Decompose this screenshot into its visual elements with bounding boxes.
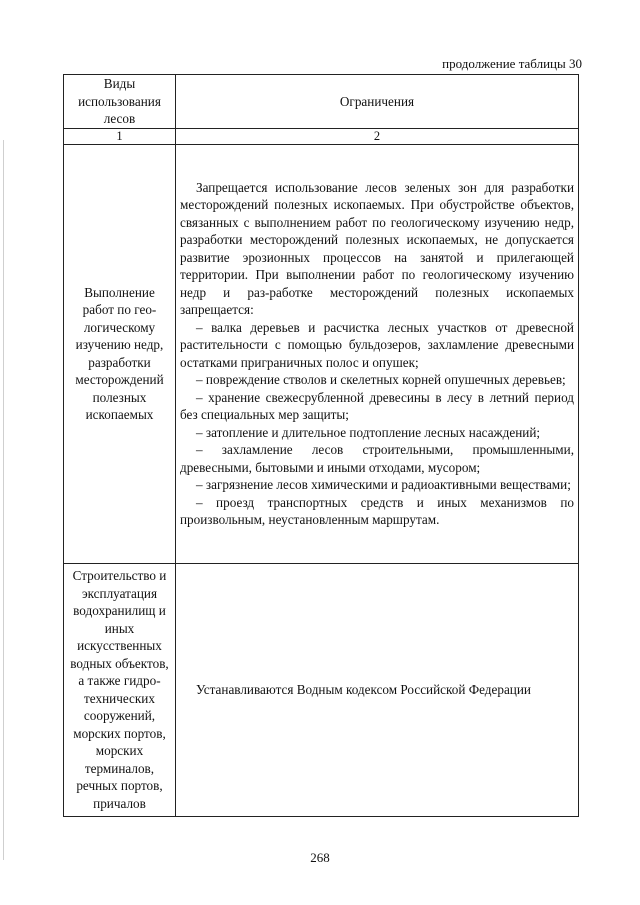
table-continuation-label: продолжение таблицы 30 <box>442 56 582 71</box>
restriction-item: – валка деревьев и расчистка лесных участков от древесной растительности с помощью бульдозеров, захламление древесными остатками приграничных полос и опушек; <box>180 319 574 370</box>
forest-use-cell <box>64 563 176 816</box>
forest-use-text: Выполнение работ по гео-логическому изучению недр, разработки месторождений полезных ископаемых <box>75 284 164 422</box>
restrictions-table <box>63 74 579 817</box>
restrictions-cell <box>176 144 579 563</box>
restriction-item: – хранение свежесрубленной древесины в лесу в летний период без специальных мер защиты; <box>180 389 574 422</box>
restriction-intro: Запрещается использование лесов зеленых зон для разработки месторождений полезных ископаемых. При обустройстве объектов, связанных с выполнением работ по геологическому изучению недр, разработки месторождений полезных ископаемых, не допускается развитие эрозионных процессов на занятой и прилегающей территории. При выполнении работ по геологическому изучению недр и раз-работке месторождений полезных ископаемых запрещается: <box>180 179 574 317</box>
table-row <box>64 144 579 563</box>
table-row <box>64 563 579 816</box>
page-number: 268 <box>310 850 330 865</box>
forest-use-cell <box>64 144 176 563</box>
header-restrictions: Ограничения <box>176 75 579 129</box>
restriction-item: – повреждение стволов и скелетных корней опушечных деревьев; <box>196 372 566 387</box>
column-number-1: 1 <box>64 128 176 144</box>
restrictions-cell <box>176 563 579 816</box>
table-header-row <box>64 75 579 129</box>
restriction-text: Устанавливаются Водным кодексом Российской Федерации <box>196 681 531 697</box>
restriction-item: – затопление и длительное подтопление лесных насаждений; <box>196 424 541 440</box>
table-column-numbers-row <box>64 128 579 144</box>
forest-use-text: Строительство и эксплуатация водохранилищ и иных искусственных водных объектов, а также гидро-технических сооружений, морских портов, морских терминалов, речных портов, причалов <box>70 568 169 811</box>
scan-edge-line <box>3 140 4 860</box>
restriction-item: – загрязнение лесов химическими и радиоактивными веществами; <box>196 477 571 492</box>
restriction-item: – захламление лесов строительными, промышленными, древесными, бытовыми и иными отходами, мусором; <box>180 442 574 475</box>
header-forest-use: Виды использования лесов <box>64 75 176 129</box>
restriction-item: – проезд транспортных средств и иных механизмов по произвольным, неустановленным маршрутам. <box>180 494 574 527</box>
column-number-2: 2 <box>176 128 579 144</box>
